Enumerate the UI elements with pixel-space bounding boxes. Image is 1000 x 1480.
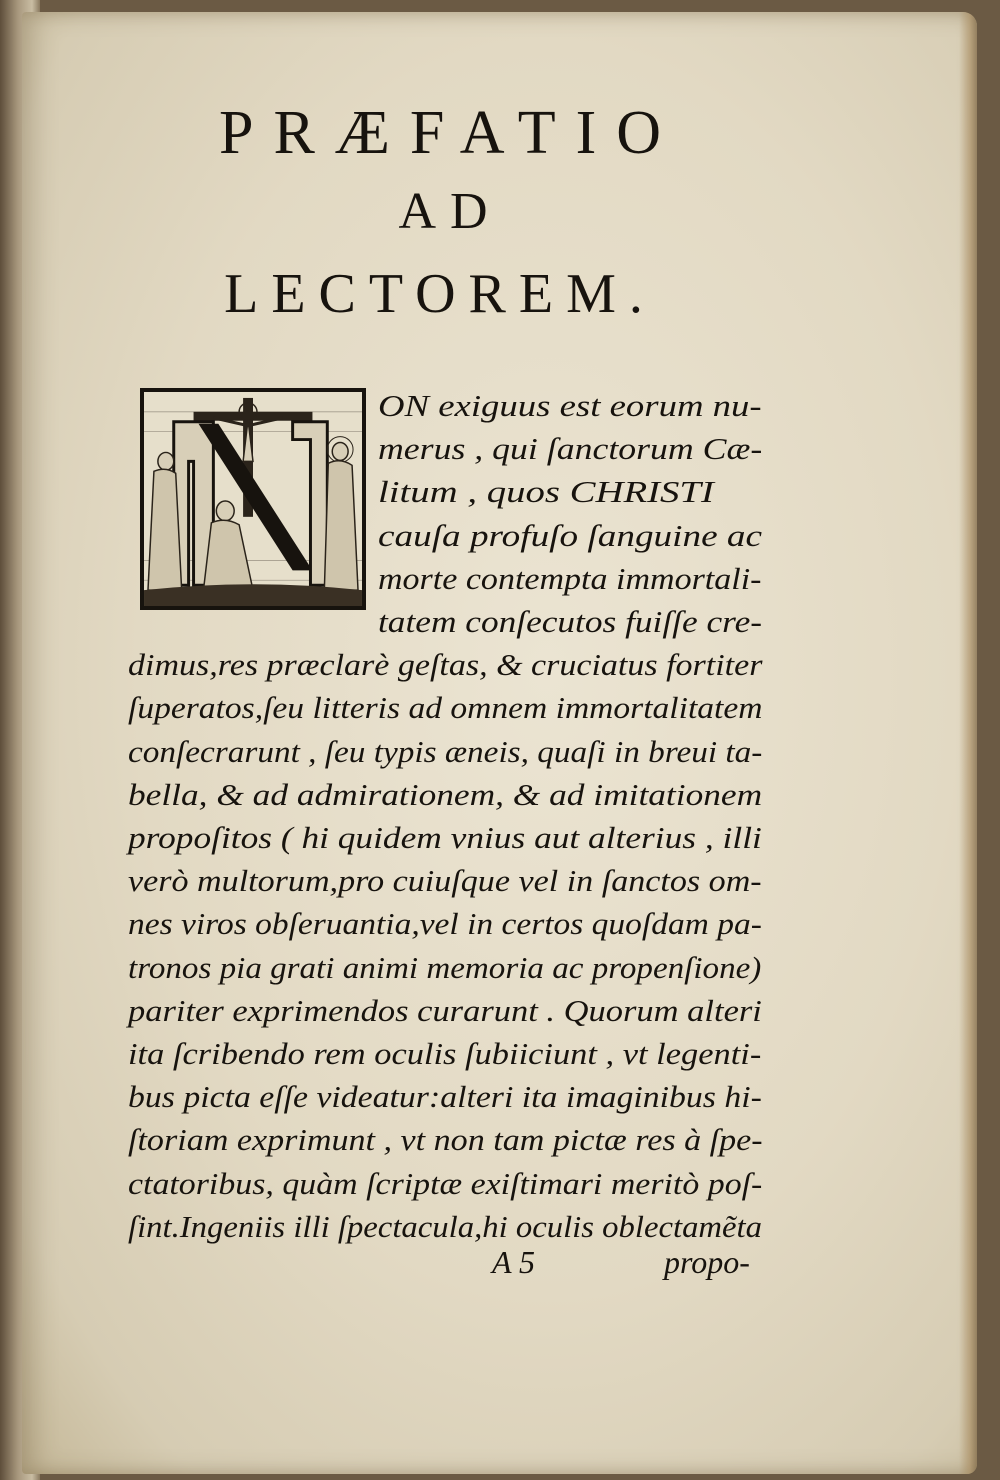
title-line-3: LECTOREM.: [224, 263, 656, 325]
text-line: cauſa profuſo ſanguine ac: [378, 517, 763, 553]
text-line: litum , quos CHRISTI: [378, 474, 714, 510]
text-line: tronos pia grati animi memoria ac propenſione): [128, 949, 762, 985]
text-line: propoſitos ( hi quidem vnius aut alterius , illi: [128, 820, 762, 855]
text-line: ſtoriam exprimunt , vt non tam pictæ res à ſpe-: [128, 1122, 763, 1158]
text-line: ſuperatos,ſeu litteris ad omnem immortalitatem: [128, 690, 763, 726]
text-line: tatem conſecutos fuiſſe cre-: [378, 604, 763, 639]
text-line: ſint.Ingeniis illi ſpectacula,hi oculis oblectamẽta: [128, 1208, 763, 1244]
text-line: merus , qui ſanctorum Cæ-: [378, 431, 763, 467]
page-edge-shading: [959, 12, 977, 1474]
text-line: bella, & ad admirationem, & ad imitationem: [128, 776, 763, 812]
decorated-initial-crucifixion-icon: [140, 388, 366, 610]
text-line: dimus,res præclarè geſtas, & cruciatus fortiter: [128, 647, 763, 683]
text-line: ctatoribus, quàm ſcriptæ exiſtimari meritò poſ-: [128, 1165, 763, 1201]
text-line: morte contempta immortali-: [378, 560, 762, 596]
text-line: verò multorum,pro cuiuſque vel in ſanctos om-: [128, 863, 762, 899]
text-line: ON exiguus est eorum nu-: [378, 388, 762, 423]
text-line: ita ſcribendo rem oculis ſubiiciunt , vt legenti-: [128, 1036, 762, 1071]
title-line-1: PRÆFATIO: [218, 99, 682, 167]
signature-mark: A 5: [492, 1244, 535, 1280]
catchword: propo-: [664, 1244, 750, 1280]
title-line-2: AD: [398, 183, 502, 240]
text-line: conſecrarunt , ſeu typis æneis, quaſi in breui ta-: [128, 733, 763, 769]
text-line: bus picta eſſe videatur:alteri ita imaginibus hi-: [128, 1079, 762, 1115]
text-line: pariter exprimendos curarunt . Quorum alteri: [128, 992, 762, 1028]
text-line: nes viros obſeruantia,vel in certos quoſdam pa-: [128, 906, 762, 942]
